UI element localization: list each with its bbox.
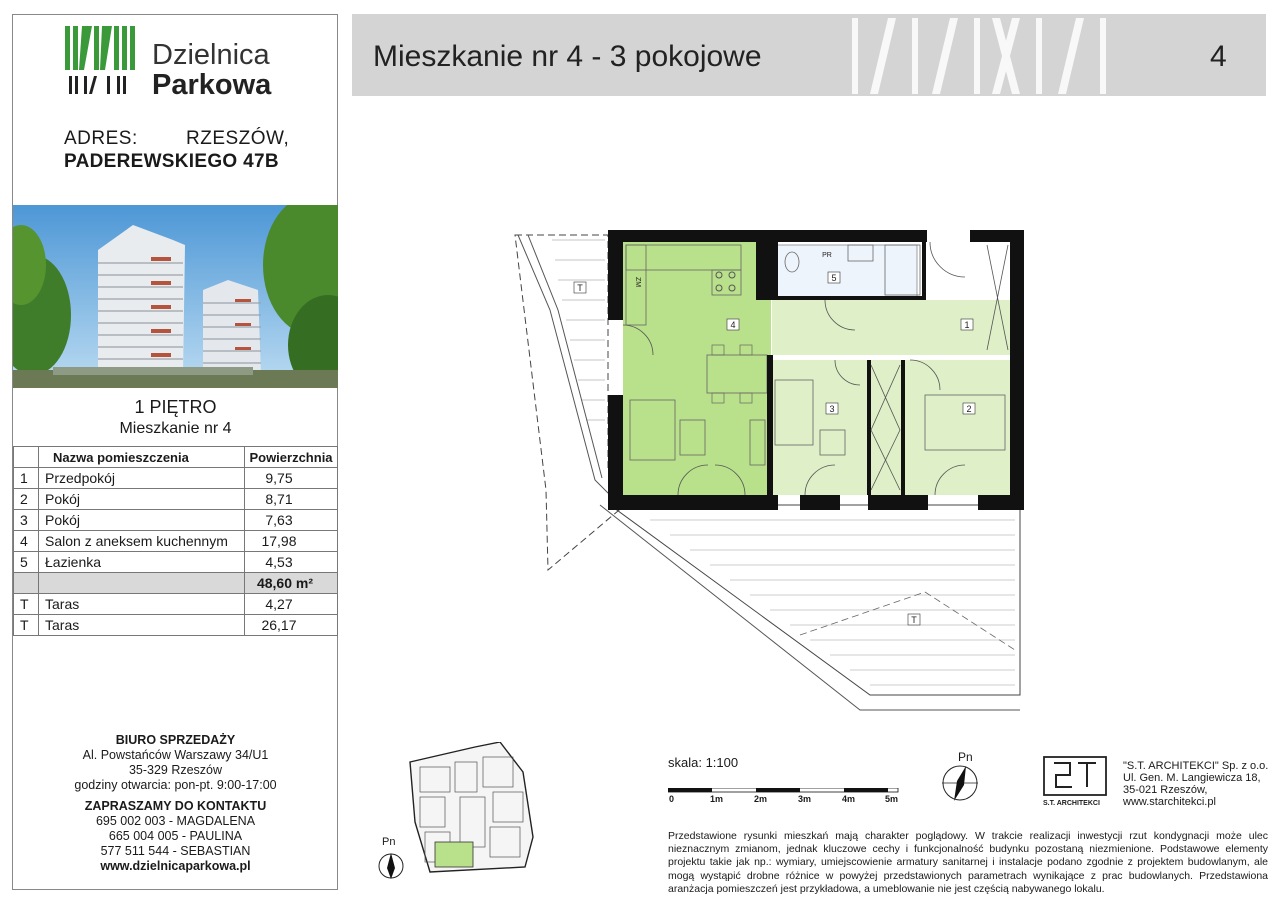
- logo-icon: [52, 26, 142, 98]
- table-total-area: 48,60 m²: [245, 573, 338, 594]
- credit-line2: Ul. Gen. M. Langiewicza 18,: [1123, 772, 1261, 784]
- room-label-5: 5: [831, 273, 837, 283]
- credit-line1: "S.T. ARCHITEKCI" Sp. z o.o.: [1123, 760, 1269, 772]
- table-row: [14, 615, 338, 636]
- table-header-area: Powierzchnia: [245, 447, 338, 468]
- address-street: PADEREWSKIEGO 47B: [64, 151, 279, 172]
- table-cell-area: 4,27: [245, 594, 338, 615]
- credit-website[interactable]: www.starchitekci.pl: [1123, 796, 1216, 808]
- scale-label: skala: 1:100: [668, 755, 739, 770]
- table-row: [14, 531, 338, 552]
- table-cell-idx: T: [14, 615, 39, 636]
- north-label-small: Pn: [382, 836, 396, 848]
- table-cell-area: 4,53: [245, 552, 338, 573]
- table-cell-idx: 4: [14, 531, 39, 552]
- table-cell-area: 9,75: [245, 468, 338, 489]
- terrace-big: [600, 505, 1020, 710]
- scale-tick-5m: 5m: [885, 794, 899, 804]
- site-plan-thumbnail: [405, 742, 550, 877]
- table-cell-name: Taras: [39, 594, 245, 615]
- pr-label: PR: [822, 252, 832, 259]
- sales-title: BIURO SPRZEDAŻY: [115, 733, 236, 747]
- table-cell-area: 17,98: [245, 531, 338, 552]
- table-cell-area: 8,71: [245, 489, 338, 510]
- scale-tick-2m: 2m: [754, 794, 768, 804]
- architects-logo-icon: [1042, 755, 1108, 797]
- logo-text-line1: Dzielnica: [152, 39, 270, 71]
- table-cell-area: 7,63: [245, 510, 338, 531]
- table-cell-name: Pokój: [39, 510, 245, 531]
- room-label-3: 3: [829, 404, 835, 414]
- scale-bar: [668, 788, 900, 806]
- table-cell-idx: [14, 573, 39, 594]
- table-row: [14, 510, 338, 531]
- table-cell-idx: 1: [14, 468, 39, 489]
- terrace-small-label: T: [577, 283, 583, 293]
- scale-tick-3m: 3m: [798, 794, 812, 804]
- building-photo: [13, 205, 338, 388]
- table-header-row: [14, 447, 338, 468]
- sales-hours: godziny otwarcia: pon-pt. 9:00-17:00: [74, 778, 277, 792]
- website-link[interactable]: www.dzielnicaparkowa.pl: [100, 859, 251, 873]
- contact-phone-3: 577 511 544 - SEBASTIAN: [100, 844, 251, 858]
- table-cell-name: Salon z aneksem kuchennym: [39, 531, 245, 552]
- table-cell-name: Pokój: [39, 489, 245, 510]
- scale-tick-1m: 1m: [710, 794, 724, 804]
- table-cell-idx: T: [14, 594, 39, 615]
- table-total-row: [14, 573, 338, 594]
- sales-office-block: [13, 733, 338, 874]
- rooms-table: [13, 446, 338, 636]
- north-label: Pn: [958, 750, 973, 764]
- table-header-idx: [14, 447, 39, 468]
- architects-credit: [1123, 760, 1268, 808]
- room-label-2: 2: [966, 404, 972, 414]
- scale-tick-0: 0: [669, 794, 675, 804]
- contact-phone-1: 695 002 003 - MAGDALENA: [95, 814, 256, 828]
- header-logo-stripes-icon: [848, 14, 1148, 96]
- contact-phone-2: 665 004 005 - PAULINA: [108, 829, 243, 843]
- room-2-area: [905, 360, 1010, 495]
- sales-address-line2: 35-329 Rzeszów: [128, 763, 223, 777]
- table-row: [14, 552, 338, 573]
- table-cell-area: 26,17: [245, 615, 338, 636]
- table-row: [14, 489, 338, 510]
- zm-label: ZM: [634, 276, 641, 288]
- table-row: [14, 468, 338, 489]
- architects-logo-text: S.T. ARCHITEKCI: [1043, 800, 1100, 807]
- floor-label: 1 PIĘTRO: [134, 397, 217, 417]
- sales-address-line1: Al. Powstańców Warszawy 34/U1: [82, 748, 269, 762]
- contact-title: ZAPRASZAMY DO KONTAKTU: [84, 799, 267, 813]
- unit-label: Mieszkanie nr 4: [119, 420, 232, 437]
- credit-line3: 35-021 Rzeszów,: [1123, 784, 1208, 796]
- table-cell-name: Łazienka: [39, 552, 245, 573]
- apartment-number: 4: [1210, 40, 1227, 73]
- table-row: [14, 594, 338, 615]
- compass-small-icon: [377, 850, 407, 882]
- logo-text-line2: Parkowa: [152, 69, 272, 101]
- address-city: RZESZÓW,: [186, 128, 290, 149]
- address-label: ADRES:: [64, 128, 138, 149]
- table-header-name: Nazwa pomieszczenia: [39, 447, 245, 468]
- room-label-4: 4: [730, 320, 736, 330]
- terrace-big-label: T: [911, 615, 917, 625]
- table-cell-idx: 5: [14, 552, 39, 573]
- disclaimer-text: Przedstawione rysunki mieszkań mają charakter poglądowy. W trakcie realizacji inwestycji rzut kondygnacji może ulec nieznacznym zmianom, jednak kluczowe cechy i funkcjonalność budynku pozostaną niezmienione. Podstawowe elementy projektu takie jak np.: wymiary, umiejscowienie armatury sanitarnej i instalacje podano zgodnie z projektem budowlanym, ale mogą wystąpić drobne różnice w powyżej przedstawionych parametrach wynikające z prac budowlanych. Przedstawiona aranżacja pomieszczeń jest przykładowa, a umeblowanie nie jest częścią nabywanego lokalu.: [668, 830, 1268, 895]
- table-cell-idx: 2: [14, 489, 39, 510]
- table-cell-name: [39, 573, 245, 594]
- site-plan-unit-highlight: [435, 842, 473, 867]
- room-label-1: 1: [964, 320, 970, 330]
- hallway-area: [772, 300, 1010, 355]
- compass-icon: [940, 763, 980, 803]
- page-title: Mieszkanie nr 4 - 3 pokojowe: [373, 40, 762, 73]
- scale-tick-4m: 4m: [842, 794, 856, 804]
- table-cell-idx: 3: [14, 510, 39, 531]
- table-cell-name: Taras: [39, 615, 245, 636]
- living-room-area: [623, 242, 771, 495]
- floor-plan: [500, 220, 1040, 720]
- table-cell-name: Przedpokój: [39, 468, 245, 489]
